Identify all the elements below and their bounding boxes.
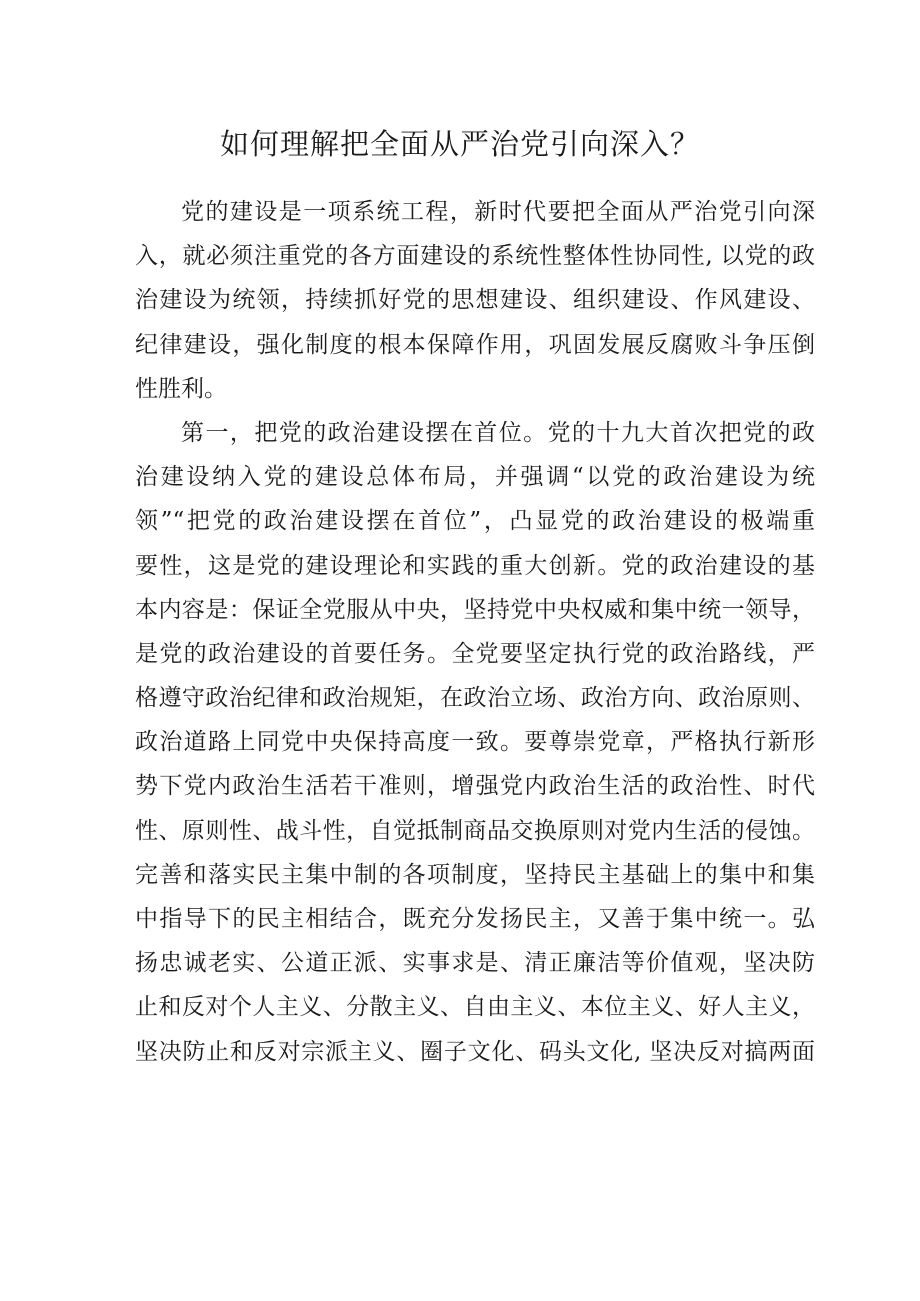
text-line: 要性，这是党的建设理论和实践的重大创新。党的政治建设的基 bbox=[135, 552, 815, 579]
text-line: 第一，把党的政治建设摆在首位。党的十九大首次把党的政 bbox=[181, 419, 815, 446]
text-line: 党的建设是一项系统工程，新时代要把全面从严治党引向深 bbox=[181, 199, 815, 225]
text-line: 入，就必须注重党的各方面建设的系统性整体性协同性, 以党的政 bbox=[135, 243, 815, 270]
text-line: 领”“把党的政治建设摆在首位”，凸显党的政治建设的极端重 bbox=[135, 508, 815, 535]
document-body bbox=[135, 190, 815, 1074]
text-line: 势下党内政治生活若干准则，增强党内政治生活的政治性、时代 bbox=[135, 773, 815, 800]
text-line: 治建设为统领，持续抓好党的思想建设、组织建设、作风建设、 bbox=[135, 287, 815, 314]
paragraph-intro bbox=[135, 190, 815, 411]
text-line: 政治道路上同党中央保持高度一致。要尊崇党章，严格执行新形 bbox=[135, 729, 815, 756]
paragraph-first-point bbox=[135, 411, 815, 1074]
text-line: 格遵守政治纪律和政治规矩，在政治立场、政治方向、政治原则、 bbox=[135, 685, 815, 712]
text-line: 扬忠诚老实、公道正派、实事求是、清正廉洁等价值观，坚决防 bbox=[135, 950, 815, 977]
text-line: 性、原则性、战斗性，自觉抵制商品交换原则对党内生活的侵蚀。 bbox=[135, 817, 815, 844]
text-line: 完善和落实民主集中制的各项制度，坚持民主基础上的集中和集 bbox=[135, 861, 815, 888]
text-line: 纪律建设，强化制度的根本保障作用，巩固发展反腐败斗争压倒 bbox=[135, 331, 815, 358]
text-line: 本内容是：保证全党服从中央，坚持党中央权威和集中统一领导， bbox=[135, 596, 815, 623]
text-line: 是党的政治建设的首要任务。全党要坚定执行党的政治路线，严 bbox=[135, 640, 815, 667]
text-line: 坚决防止和反对宗派主义、圈子文化、码头文化, 坚决反对搞两面 bbox=[135, 1038, 815, 1065]
text-line: 性胜利。 bbox=[135, 375, 227, 402]
text-line: 治建设纳入党的建设总体布局，并强调“以党的政治建设为统 bbox=[135, 464, 815, 491]
document-title: 如何理解把全面从严治党引向深入？ bbox=[219, 127, 700, 161]
text-line: 中指导下的民主相结合，既充分发扬民主，又善于集中统一。弘 bbox=[135, 906, 815, 932]
text-line: 止和反对个人主义、分散主义、自由主义、本位主义、好人主义， bbox=[135, 994, 815, 1021]
